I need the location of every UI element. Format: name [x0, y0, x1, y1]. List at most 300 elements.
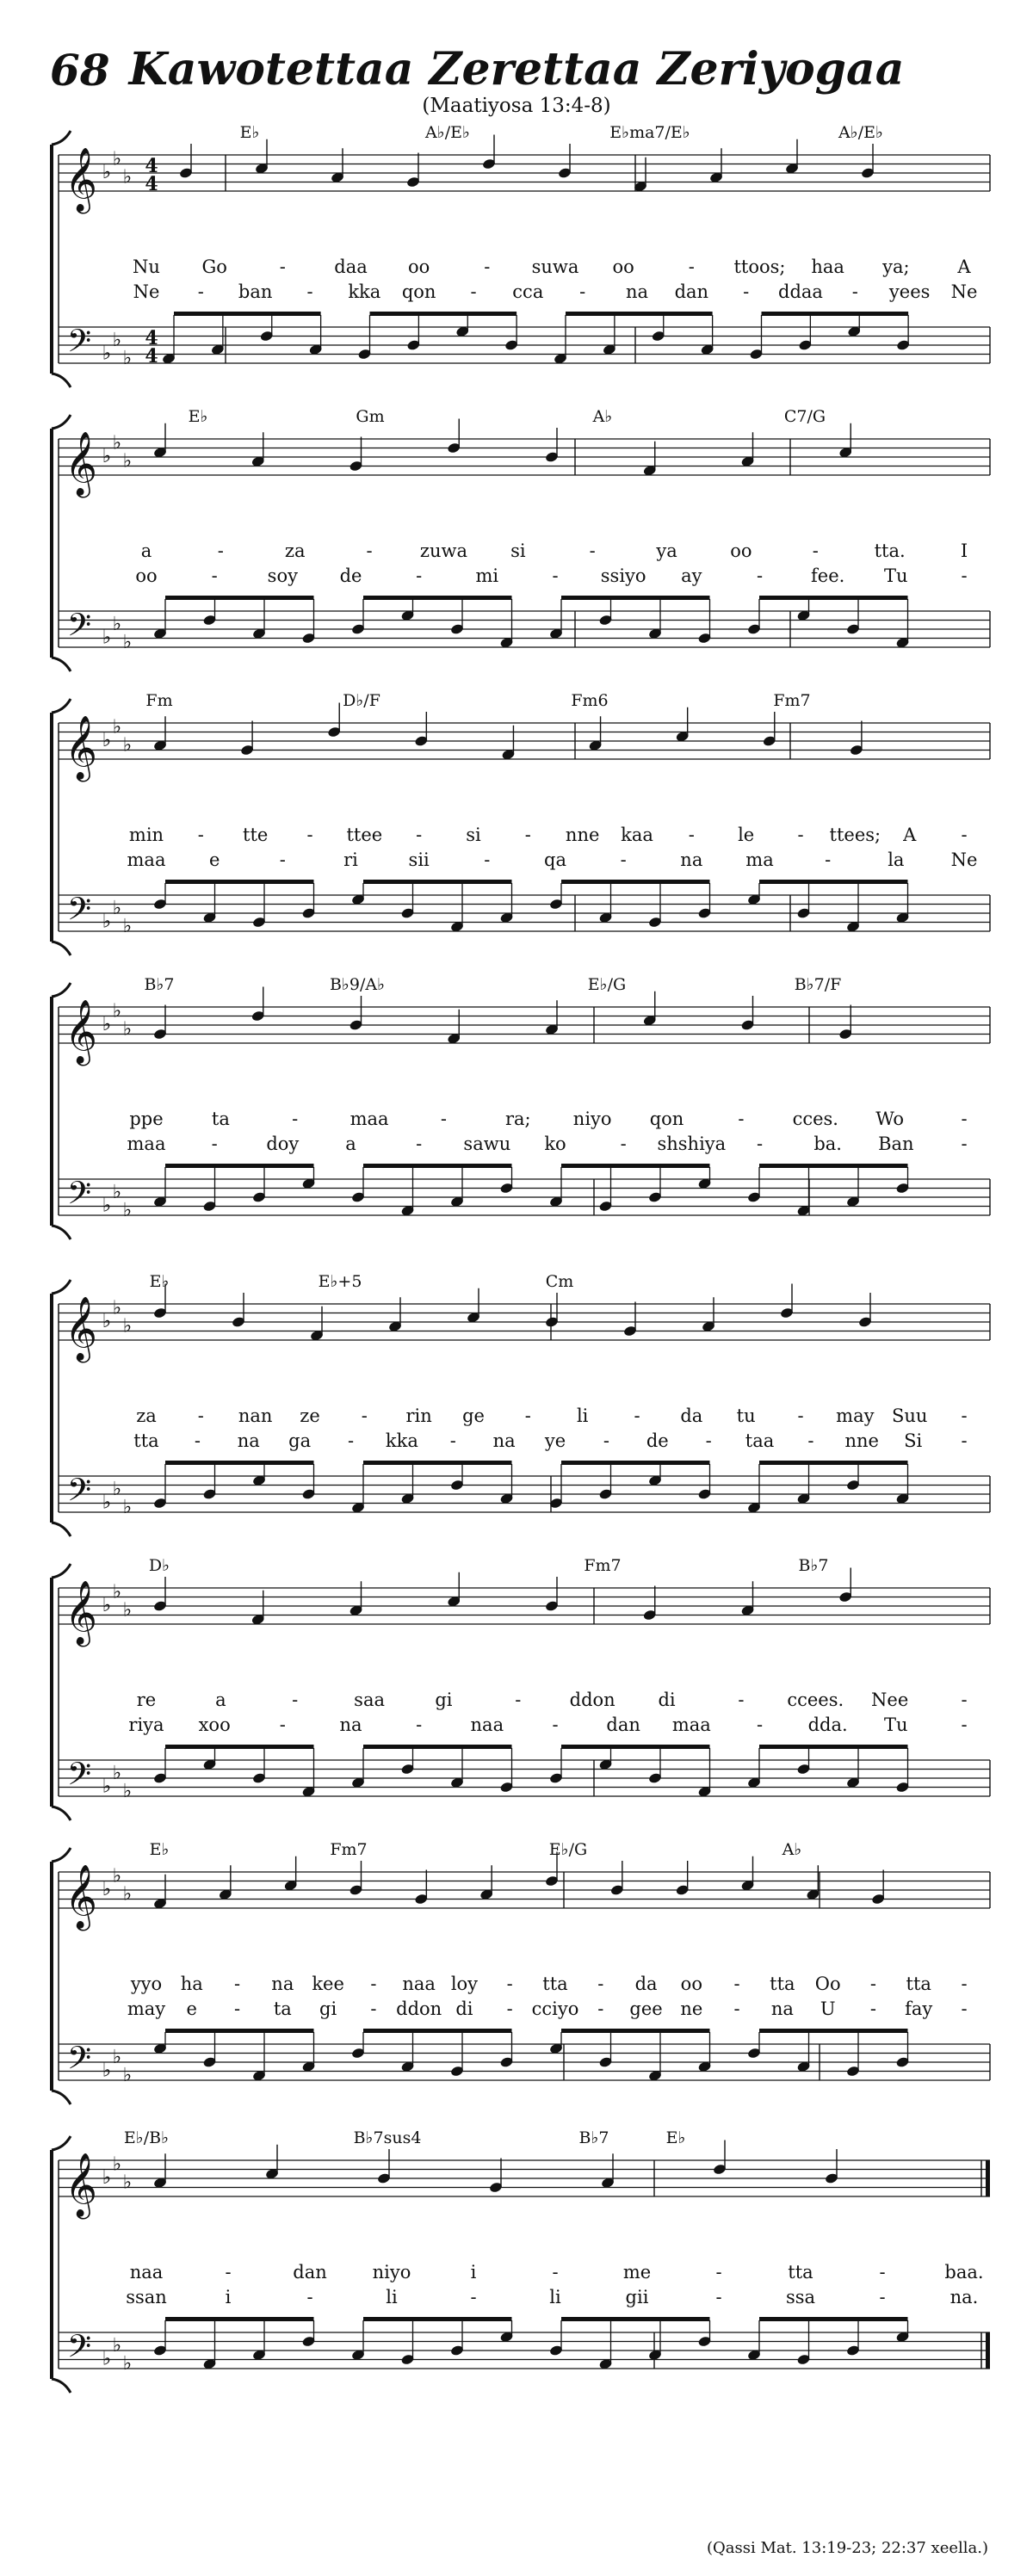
lyric-verse-1: -	[688, 825, 695, 845]
key-flat: ♭	[102, 911, 112, 933]
bracket-hook	[52, 2136, 71, 2150]
lyric-verse-1: oo	[680, 1974, 702, 1994]
lyric-verse-1: dan	[293, 2262, 327, 2283]
key-flat: ♭	[102, 1311, 112, 1332]
lyric-verse-1: Wo	[875, 1109, 905, 1129]
treble-clef: 𝄞	[65, 1581, 97, 1645]
beam	[165, 880, 314, 884]
lyric-verse-2: gi	[319, 1998, 337, 2019]
lyric-verse-1: A	[903, 825, 917, 845]
key-flat: ♭	[112, 432, 122, 454]
lyric-verse-2: -	[579, 281, 586, 302]
chord-symbol: B♭7/F	[794, 975, 842, 994]
chord-symbol: E♭ma7/E♭	[609, 123, 690, 142]
key-flat: ♭	[102, 1014, 112, 1035]
lyric-verse-1: tu	[736, 1405, 756, 1426]
chord-symbol: A♭	[592, 407, 613, 426]
key-flat: ♭	[122, 915, 133, 937]
lyric-verse-1: naa	[402, 1974, 436, 1994]
key-flat: ♭	[102, 1595, 112, 1616]
lyric-verse-2: sawu	[463, 1134, 511, 1154]
lyric-verse-1: Oo	[814, 1974, 841, 1994]
lyric-verse-1: na	[271, 1974, 294, 1994]
key-flat: ♭	[102, 627, 112, 649]
chord-symbol: Fm7	[584, 1556, 622, 1575]
lyric-verse-1: za	[284, 541, 306, 561]
lyric-verse-1: ya	[656, 541, 677, 561]
lyric-verse-2: na	[492, 1430, 516, 1451]
key-flat: ♭	[112, 1297, 122, 1319]
lyric-verse-1: daa	[334, 256, 368, 277]
lyric-verse-1: -	[797, 825, 804, 845]
lyric-verse-2: -	[506, 1998, 513, 2019]
beam	[363, 2317, 512, 2321]
key-flat: ♭	[102, 2167, 112, 2189]
chord-symbol: C7/G	[783, 407, 826, 426]
bracket-hook	[52, 658, 71, 671]
lyric-verse-2: ne	[680, 1998, 703, 2019]
lyric-verse-1: -	[361, 1405, 368, 1426]
lyric-verse-2: Ban	[878, 1134, 914, 1154]
lyric-verse-2: -	[306, 281, 313, 302]
lyric-verse-2: -	[756, 1714, 764, 1735]
key-flat: ♭	[112, 148, 122, 170]
lyric-verse-1: -	[634, 1405, 640, 1426]
lyric-verse-1: nne	[565, 825, 600, 845]
lyric-verse-2: riya	[128, 1714, 164, 1735]
key-flat: ♭	[102, 2348, 112, 2370]
lyric-verse-2: maa	[671, 1714, 711, 1735]
lyric-verse-2: dan	[674, 281, 709, 302]
beam	[759, 1745, 908, 1749]
lyric-verse-2: ko	[544, 1134, 566, 1154]
chord-symbol: E♭	[149, 1840, 170, 1859]
lyric-verse-1: si	[510, 541, 526, 561]
lyric-verse-1: -	[225, 2262, 232, 2283]
lyric-verse-2: ga	[288, 1430, 312, 1451]
lyric-verse-1: a	[140, 541, 152, 561]
lyric-verse-1: -	[797, 1405, 804, 1426]
lyric-verse-2: tta	[133, 1430, 159, 1451]
lyric-verse-1: -	[292, 1109, 299, 1129]
beam	[759, 596, 908, 600]
key-flat: ♭	[102, 1776, 112, 1798]
beam	[566, 312, 713, 316]
lyric-verse-1: -	[306, 825, 313, 845]
lyric-verse-1: niyo	[572, 1109, 612, 1129]
chord-symbol: B♭9/A♭	[329, 975, 386, 994]
lyric-verse-2: gii	[625, 2287, 649, 2307]
lyric-verse-2: -	[306, 2287, 313, 2307]
final-barline-thick	[986, 2332, 990, 2369]
lyric-verse-2: de	[339, 565, 362, 586]
key-flat: ♭	[122, 1199, 133, 1221]
lyric-verse-1: li	[576, 1405, 589, 1426]
lyric-verse-1: a	[215, 1690, 226, 1710]
lyric-verse-2: -	[715, 2287, 722, 2307]
lyric-verse-2: ssan	[126, 2287, 167, 2307]
lyric-verse-1: suwa	[531, 256, 579, 277]
lyric-verse-2: -	[620, 849, 627, 870]
lyric-verse-1: -	[370, 1974, 377, 1994]
lyric-verse-2: ba.	[813, 1134, 842, 1154]
lyric-verse-2: -	[743, 281, 750, 302]
lyric-verse-1: tta	[788, 2262, 813, 2283]
key-flat: ♭	[102, 446, 112, 467]
lyric-verse-2: e	[186, 1998, 197, 2019]
lyric-verse-2: ddaa	[778, 281, 823, 302]
lyric-verse-1: baa.	[944, 2262, 984, 2283]
lyric-verse-2: yees	[888, 281, 931, 302]
key-flat: ♭	[112, 1000, 122, 1022]
lyric-verse-2: cciyo	[531, 1998, 579, 2019]
key-flat: ♭	[112, 1865, 122, 1887]
beam	[561, 2029, 710, 2033]
lyric-verse-1: di	[658, 1690, 676, 1710]
key-flat: ♭	[122, 1883, 133, 1906]
lyric-verse-2: Ne	[950, 281, 978, 302]
key-flat: ♭	[112, 2153, 122, 2176]
lyric-verse-1: ttee	[346, 825, 383, 845]
bracket-hook	[52, 1523, 71, 1536]
beam	[363, 596, 512, 600]
lyric-verse-1: I	[960, 541, 968, 561]
lyric-verse-2: -	[869, 1998, 876, 2019]
lyric-verse-1: A	[957, 256, 971, 277]
beam	[165, 596, 314, 600]
lyric-verse-2: -	[961, 1998, 968, 2019]
lyric-verse-1: yyo	[130, 1974, 163, 1994]
lyric-verse-2: -	[279, 1714, 286, 1735]
bracket-hook	[52, 374, 71, 387]
key-flat: ♭	[122, 631, 133, 653]
lyric-verse-1: -	[961, 1109, 968, 1129]
lyric-verse-1: gi	[435, 1690, 453, 1710]
key-flat: ♭	[112, 1581, 122, 1603]
lyric-verse-2: ban	[238, 281, 273, 302]
lyric-verse-2: mi	[475, 565, 499, 586]
lyric-verse-2: di	[455, 1998, 473, 2019]
lyric-verse-2: ay	[681, 565, 702, 586]
lyric-verse-2: -	[807, 1430, 814, 1451]
bass-clef: 𝄢	[66, 891, 92, 936]
chord-symbol: E♭+5	[318, 1272, 362, 1291]
lyric-verse-1: ta	[211, 1109, 230, 1129]
lyric-verse-1: rin	[405, 1405, 432, 1426]
bracket-hook	[52, 415, 71, 429]
chord-symbol: E♭/G	[548, 1840, 588, 1859]
time-signature-bottom: 4	[145, 172, 158, 195]
key-flat: ♭	[122, 2352, 133, 2375]
lyric-verse-2: fay	[905, 1998, 933, 2019]
key-flat: ♭	[112, 329, 122, 351]
lyric-verse-2: -	[603, 1430, 609, 1451]
chord-symbol: Fm7	[773, 691, 811, 710]
lyric-verse-1: -	[440, 1109, 448, 1129]
chord-symbol: E♭	[188, 407, 208, 426]
key-flat: ♭	[122, 166, 133, 188]
lyric-verse-1: -	[738, 1109, 745, 1129]
beam	[174, 312, 321, 316]
lyric-verse-2: -	[211, 565, 218, 586]
key-flat: ♭	[122, 2064, 133, 2086]
bracket-hook	[52, 699, 71, 713]
key-flat: ♭	[122, 1018, 133, 1041]
lyric-verse-1: -	[197, 825, 204, 845]
lyric-verse-1: loy	[450, 1974, 479, 1994]
lyric-verse-1: -	[552, 2262, 559, 2283]
lyric-verse-2: na	[770, 1998, 794, 2019]
lyric-verse-2: xoo	[198, 1714, 231, 1735]
bracket-hook	[52, 131, 71, 145]
beam	[165, 1461, 314, 1465]
lyric-verse-1: -	[812, 541, 819, 561]
lyric-verse-2: ssa	[785, 2287, 816, 2307]
lyric-verse-1: ya;	[882, 256, 910, 277]
lyric-verse-2: -	[416, 565, 423, 586]
lyric-verse-2: ta	[273, 1998, 292, 2019]
beam	[561, 2317, 710, 2321]
lyric-verse-1: kaa	[621, 825, 653, 845]
scripture-reference: (Maatiyosa 13:4-8)	[422, 95, 611, 117]
chord-symbol: E♭/G	[587, 975, 627, 994]
chord-symbol: D♭	[148, 1556, 170, 1575]
bass-clef: 𝄢	[66, 607, 92, 652]
lyric-verse-1: da	[634, 1974, 658, 1994]
time-signature-top: 4	[145, 154, 158, 177]
beam	[165, 1164, 314, 1168]
lyric-verse-2: de	[646, 1430, 669, 1451]
lyric-verse-1: saa	[354, 1690, 386, 1710]
bracket-hook	[52, 2379, 71, 2393]
lyric-verse-1: -	[589, 541, 596, 561]
beam	[363, 1745, 512, 1749]
bracket-hook	[52, 942, 71, 955]
lyric-verse-2: sii	[408, 849, 430, 870]
beam	[759, 1461, 908, 1465]
lyric-verse-2: ddon	[396, 1998, 442, 2019]
key-flat: ♭	[112, 716, 122, 738]
beam	[561, 1164, 710, 1168]
lyric-verse-2: may	[127, 1998, 166, 2019]
lyric-verse-2: li	[549, 2287, 561, 2307]
chord-symbol: Cm	[545, 1272, 574, 1291]
chord-symbol: B♭7	[578, 2128, 609, 2147]
lyric-verse-1: Suu	[891, 1405, 928, 1426]
lyric-verse-1: tta.	[874, 541, 906, 561]
lyric-verse-1: min	[128, 825, 164, 845]
lyric-verse-1: ppe	[129, 1109, 164, 1129]
lyric-verse-2: -	[370, 1998, 377, 2019]
key-flat: ♭	[112, 897, 122, 919]
lyric-verse-1: nan	[238, 1405, 273, 1426]
lyric-verse-1: naa	[129, 2262, 164, 2283]
lyric-verse-2: nne	[844, 1430, 879, 1451]
treble-clef: 𝄞	[65, 716, 97, 780]
chord-symbol: A♭/E♭	[838, 123, 883, 142]
treble-clef: 𝄞	[65, 1865, 97, 1929]
final-barline-thick	[986, 2160, 990, 2196]
beam	[561, 1745, 710, 1749]
chord-symbol: B♭7	[798, 1556, 829, 1575]
bass-clef: 𝄢	[66, 2328, 92, 2373]
key-flat: ♭	[122, 1496, 133, 1518]
lyric-verse-2: Si	[904, 1430, 923, 1451]
lyric-verse-1: cces.	[792, 1109, 838, 1129]
lyric-verse-2: taa	[745, 1430, 775, 1451]
lyric-verse-1: -	[738, 1690, 745, 1710]
lyric-verse-2: -	[597, 1998, 604, 2019]
lyric-verse-2: gee	[629, 1998, 663, 2019]
bracket-hook	[52, 2091, 71, 2104]
time-signature-bottom: 4	[145, 344, 158, 368]
lyric-verse-1: -	[961, 1690, 968, 1710]
lyric-verse-2: -	[879, 2287, 886, 2307]
chord-symbol: B♭7	[144, 975, 175, 994]
lyric-verse-2: U	[820, 1998, 836, 2019]
key-flat: ♭	[122, 1315, 133, 1337]
chord-symbol: E♭/B♭	[123, 2128, 170, 2147]
beam	[363, 1164, 512, 1168]
beam	[165, 1745, 314, 1749]
lyric-verse-2: soy	[267, 565, 298, 586]
key-flat: ♭	[102, 343, 112, 365]
lyric-verse-1: i	[470, 2262, 477, 2283]
lyric-verse-2: qon	[401, 281, 436, 302]
bass-clef: 𝄢	[66, 2040, 92, 2085]
key-flat: ♭	[112, 1762, 122, 1784]
lyric-verse-2: kka	[348, 281, 381, 302]
lyric-verse-2: dan	[606, 1714, 640, 1735]
lyric-verse-2: Ne	[133, 281, 160, 302]
key-flat: ♭	[102, 1879, 112, 1900]
key-flat: ♭	[102, 730, 112, 751]
key-flat: ♭	[102, 1195, 112, 1217]
lyric-verse-2: doy	[266, 1134, 300, 1154]
lyric-verse-2: kka	[385, 1430, 418, 1451]
lyric-verse-2: oo	[135, 565, 158, 586]
footnote: (Qassi Mat. 13:19-23; 22:37 xeella.)	[707, 2539, 988, 2557]
lyric-verse-2: -	[470, 281, 477, 302]
lyric-verse-2: -	[234, 1998, 241, 2019]
lyric-verse-1: -	[524, 1405, 531, 1426]
lyric-verse-2: na	[339, 1714, 362, 1735]
lyric-verse-1: niyo	[372, 2262, 411, 2283]
bracket-hook	[52, 1564, 71, 1578]
lyric-verse-2: ssiyo	[600, 565, 646, 586]
chord-symbol: Fm	[145, 691, 173, 710]
lyric-verse-2: Tu	[884, 565, 908, 586]
lyric-verse-2: -	[552, 565, 559, 586]
beam	[165, 2317, 314, 2321]
lyric-verse-1: -	[961, 1974, 968, 1994]
lyric-verse-1: -	[733, 1974, 740, 1994]
lyric-verse-1: may	[836, 1405, 875, 1426]
key-flat: ♭	[102, 1492, 112, 1514]
lyric-verse-2: na	[680, 849, 703, 870]
lyric-verse-2: -	[733, 1998, 740, 2019]
lyric-verse-1: za	[136, 1405, 157, 1426]
lyric-verse-1: ccees.	[787, 1690, 844, 1710]
treble-clef: 𝄞	[65, 1000, 97, 1064]
lyric-verse-1: Go	[201, 256, 227, 277]
lyric-verse-2: dda.	[807, 1714, 848, 1735]
chord-symbol: Fm6	[571, 691, 609, 710]
lyric-verse-1: -	[234, 1974, 241, 1994]
lyric-verse-2: na.	[949, 2287, 979, 2307]
lyric-verse-1: -	[961, 825, 968, 845]
beam	[561, 1461, 710, 1465]
bracket-hook	[52, 1807, 71, 1820]
key-flat: ♭	[122, 2171, 133, 2194]
lyric-verse-2: cca	[512, 281, 544, 302]
lyric-verse-1: tta	[542, 1974, 568, 1994]
lyric-verse-1: -	[217, 541, 224, 561]
lyric-verse-1: -	[515, 1690, 522, 1710]
lyric-verse-2: -	[961, 1430, 968, 1451]
chord-symbol: B♭7sus4	[353, 2128, 422, 2147]
key-flat: ♭	[112, 1181, 122, 1203]
lyric-verse-2: -	[194, 1430, 201, 1451]
lyric-verse-1: oo	[612, 256, 634, 277]
lyric-verse-1: ttees;	[829, 825, 881, 845]
lyric-verse-1: oo	[408, 256, 430, 277]
lyric-verse-2: -	[756, 565, 764, 586]
chord-symbol: Gm	[356, 407, 385, 426]
lyric-verse-2: -	[961, 1134, 968, 1154]
lyric-verse-2: -	[961, 1714, 968, 1735]
bass-clef: 𝄢	[66, 1756, 92, 1801]
beam	[759, 1164, 908, 1168]
treble-clef: 𝄞	[65, 148, 97, 212]
bass-clef: 𝄢	[66, 323, 92, 368]
lyric-verse-2: -	[211, 1134, 218, 1154]
lyric-verse-2: naa	[470, 1714, 504, 1735]
lyric-verse-1: -	[366, 541, 373, 561]
beam	[759, 2317, 908, 2321]
beam	[762, 312, 909, 316]
lyric-verse-1: -	[416, 825, 423, 845]
lyric-verse-1: zuwa	[419, 541, 468, 561]
lyric-verse-1: Nee	[871, 1690, 909, 1710]
bracket-hook	[52, 983, 71, 997]
lyric-verse-1: ze	[300, 1405, 320, 1426]
lyric-verse-1: maa	[349, 1109, 389, 1129]
lyric-verse-2: la	[888, 849, 905, 870]
chord-symbol: D♭/F	[343, 691, 380, 710]
lyric-verse-1: -	[869, 1974, 876, 1994]
lyric-verse-1: ddon	[569, 1690, 615, 1710]
lyric-verse-2: shshiya	[657, 1134, 727, 1154]
beam	[363, 2029, 512, 2033]
lyric-verse-2: -	[825, 849, 832, 870]
key-flat: ♭	[122, 1599, 133, 1622]
key-flat: ♭	[102, 162, 112, 183]
lyric-verse-1: -	[197, 1405, 204, 1426]
bass-clef: 𝄢	[66, 1472, 92, 1517]
lyric-verse-2: -	[416, 1134, 423, 1154]
chord-symbol: E♭	[149, 1272, 170, 1291]
bracket-hook	[52, 1226, 71, 1239]
lyric-verse-2: -	[470, 2287, 477, 2307]
lyric-verse-1: -	[715, 2262, 722, 2283]
lyric-verse-1: tta	[770, 1974, 795, 1994]
chord-symbol: Fm7	[330, 1840, 368, 1859]
lyric-verse-1: -	[961, 1405, 968, 1426]
lyric-verse-1: Nu	[133, 256, 160, 277]
lyric-verse-2: na	[625, 281, 649, 302]
lyric-verse-1: oo	[730, 541, 752, 561]
